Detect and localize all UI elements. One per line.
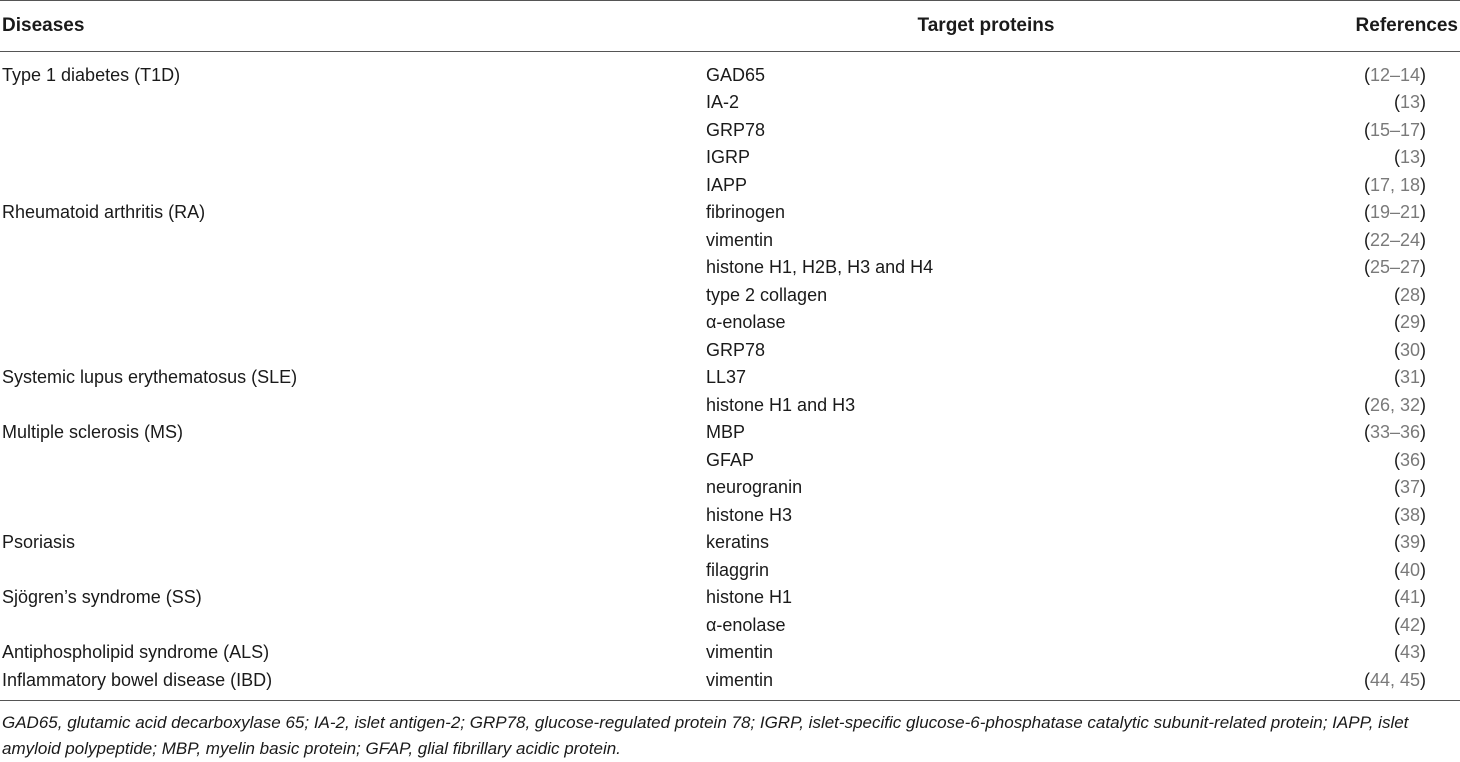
table-row — [0, 502, 1460, 530]
target-protein-cell: vimentin — [706, 642, 774, 663]
target-protein-cell: GFAP — [706, 449, 755, 470]
reference-link[interactable]: 36 — [1399, 449, 1420, 470]
reference-link[interactable]: 40 — [1399, 559, 1420, 580]
disease-cell: Multiple sclerosis (MS) — [2, 422, 184, 443]
disease-cell: Type 1 diabetes (T1D) — [2, 65, 181, 85]
reference-cell: (44, 45) — [1266, 667, 1460, 701]
table-row — [0, 282, 1460, 310]
reference-cell: (26, 32) — [1363, 394, 1426, 415]
target-protein-cell: GRP78 — [706, 339, 766, 360]
table-row — [0, 89, 1460, 117]
reference-link[interactable]: 31 — [1399, 367, 1420, 388]
reference-link[interactable]: 41 — [1399, 587, 1420, 608]
reference-link[interactable]: 13 — [1399, 147, 1420, 168]
header-diseases: Diseases — [0, 1, 706, 52]
disease-cell — [0, 254, 706, 282]
disease-cell — [0, 309, 706, 337]
reference-link[interactable]: 15–17 — [1369, 119, 1420, 140]
disease-cell — [0, 502, 706, 530]
reference-link[interactable]: 42 — [1399, 614, 1420, 635]
reference-link[interactable]: 33–36 — [1369, 422, 1420, 443]
disease-cell: Rheumatoid arthritis (RA) — [2, 202, 206, 223]
target-protein-cell: filaggrin — [706, 559, 770, 580]
disease-cell — [0, 227, 706, 255]
disease-cell: Systemic lupus erythematosus (SLE) — [2, 367, 298, 388]
disease-cell — [0, 612, 706, 640]
reference-cell: (30) — [1393, 339, 1426, 360]
reference-link[interactable]: 44, 45 — [1369, 669, 1420, 690]
reference-cell: (40) — [1393, 559, 1426, 580]
reference-link[interactable]: 13 — [1399, 92, 1420, 113]
header-references: References — [1266, 1, 1460, 52]
header-row — [0, 1, 1460, 52]
table-body — [0, 52, 1460, 701]
reference-cell: (37) — [1393, 477, 1426, 498]
table-row — [0, 474, 1460, 502]
disease-cell — [0, 144, 706, 172]
reference-cell: (36) — [1393, 449, 1426, 470]
reference-link[interactable]: 38 — [1399, 504, 1420, 525]
table-row — [0, 529, 1460, 557]
table-row — [0, 392, 1460, 420]
reference-link[interactable]: 29 — [1399, 312, 1420, 333]
target-protein-cell: IA-2 — [706, 92, 740, 113]
reference-link[interactable]: 30 — [1399, 339, 1420, 360]
reference-cell: (13) — [1393, 147, 1426, 168]
target-protein-cell: histone H1 and H3 — [706, 394, 856, 415]
target-protein-cell: neurogranin — [706, 477, 803, 498]
reference-link[interactable]: 39 — [1399, 532, 1420, 553]
reference-cell: (38) — [1393, 504, 1426, 525]
reference-cell: (13) — [1393, 92, 1426, 113]
disease-cell: Psoriasis — [2, 532, 76, 553]
table-row — [0, 52, 1460, 90]
table-row — [0, 254, 1460, 282]
table-row — [0, 199, 1460, 227]
disease-cell — [0, 392, 706, 420]
table-row — [0, 364, 1460, 392]
reference-link[interactable]: 17, 18 — [1369, 174, 1420, 195]
target-protein-cell: GAD65 — [706, 65, 766, 85]
table-row — [0, 309, 1460, 337]
target-protein-cell: histone H1, H2B, H3 and H4 — [706, 257, 934, 278]
table-row — [0, 584, 1460, 612]
disease-cell — [0, 172, 706, 200]
disease-cell — [0, 447, 706, 475]
reference-cell: (25–27) — [1363, 257, 1426, 278]
disease-cell — [0, 557, 706, 585]
reference-cell: (19–21) — [1363, 202, 1426, 223]
reference-cell: (28) — [1393, 284, 1426, 305]
reference-cell: (29) — [1393, 312, 1426, 333]
target-protein-cell: GRP78 — [706, 119, 766, 140]
reference-cell: (39) — [1393, 532, 1426, 553]
disease-cell — [0, 89, 706, 117]
disease-cell: Sjögren’s syndrome (SS) — [2, 587, 202, 608]
table-row — [0, 337, 1460, 365]
reference-link[interactable]: 28 — [1399, 284, 1420, 305]
reference-cell: (17, 18) — [1363, 174, 1426, 195]
table-row — [0, 227, 1460, 255]
target-protein-cell: fibrinogen — [706, 202, 786, 223]
reference-cell: (15–17) — [1363, 119, 1426, 140]
target-protein-cell: keratins — [706, 532, 770, 553]
target-protein-cell: vimentin — [706, 229, 774, 250]
table-row — [0, 172, 1460, 200]
target-protein-cell: IAPP — [706, 174, 748, 195]
reference-cell: (12–14) — [1363, 65, 1426, 85]
disease-cell — [0, 117, 706, 145]
target-protein-cell: α-enolase — [706, 312, 786, 333]
reference-link[interactable]: 43 — [1399, 642, 1420, 663]
disease-cell — [0, 337, 706, 365]
reference-link[interactable]: 37 — [1399, 477, 1420, 498]
target-protein-cell: histone H1 — [706, 587, 793, 608]
reference-cell: (31) — [1393, 367, 1426, 388]
target-protein-cell: LL37 — [706, 367, 747, 388]
reference-link[interactable]: 19–21 — [1369, 202, 1420, 223]
table-row — [0, 144, 1460, 172]
target-protein-cell: histone H3 — [706, 504, 793, 525]
reference-cell: (41) — [1393, 587, 1426, 608]
reference-cell: (33–36) — [1363, 422, 1426, 443]
target-protein-cell: MBP — [706, 422, 746, 443]
reference-cell: (42) — [1393, 614, 1426, 635]
reference-link[interactable]: 12–14 — [1369, 65, 1420, 85]
table-row — [0, 639, 1460, 667]
disease-cell — [0, 282, 706, 310]
reference-cell: (43) — [1393, 642, 1426, 663]
reference-link[interactable]: 25–27 — [1369, 257, 1420, 278]
table-row — [0, 419, 1460, 447]
header-target-proteins: Target proteins — [706, 1, 1266, 52]
table-row — [0, 447, 1460, 475]
disease-cell: Antiphospholipid syndrome (ALS) — [2, 642, 270, 663]
target-protein-cell: vimentin — [706, 667, 1266, 701]
disease-cell: Inflammatory bowel disease (IBD) — [0, 667, 706, 701]
target-protein-cell: α-enolase — [706, 614, 786, 635]
table-row — [0, 667, 1460, 701]
target-protein-cell: type 2 collagen — [706, 284, 828, 305]
table-row — [0, 117, 1460, 145]
target-protein-cell: IGRP — [706, 147, 751, 168]
reference-link[interactable]: 26, 32 — [1369, 394, 1420, 415]
reference-link[interactable]: 22–24 — [1369, 229, 1420, 250]
table-footnote: GAD65, glutamic acid decarboxylase 65; IA-2, islet antigen-2; GRP78, glucose-regulated protein 78; IGRP, islet-specific glucose-6-phosphatase catalytic subunit-related protein; IAPP, islet amyloid polypeptide; MBP, myelin basic protein; GFAP, glial fibrillary acidic protein. — [2, 713, 1409, 758]
disease-cell — [0, 474, 706, 502]
reference-cell: (22–24) — [1363, 229, 1426, 250]
table-row — [0, 557, 1460, 585]
table-row — [0, 612, 1460, 640]
